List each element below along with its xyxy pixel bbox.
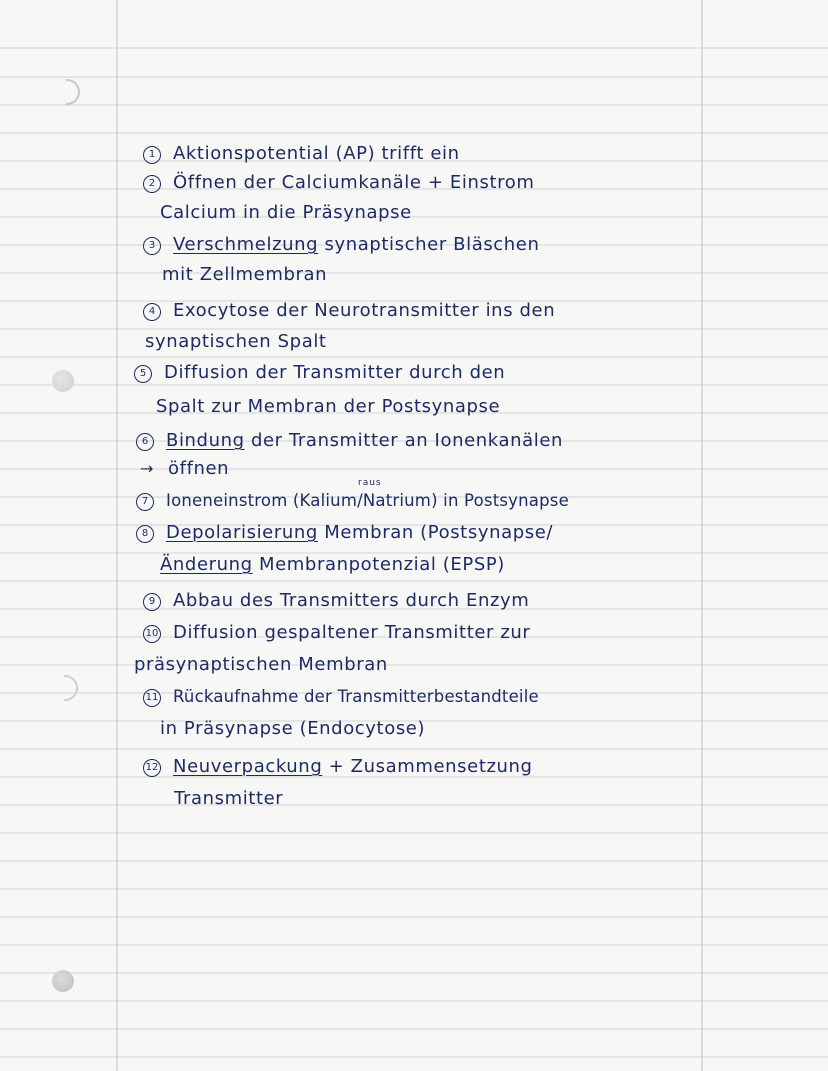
note-item-1 [143, 143, 460, 165]
note-text: Rückaufnahme der Transmitterbestandteile [173, 687, 539, 706]
note-text: Calcium in die Präsynapse [160, 202, 412, 223]
note-text-underlined: Bindung [166, 430, 245, 451]
note-item-5-cont [156, 396, 500, 418]
note-text: der Transmitter an Ionenkanälen [244, 430, 564, 451]
note-text: synaptischer Bläschen [318, 234, 540, 255]
note-text: in Präsynapse (Endocytose) [160, 718, 426, 739]
superscript-note: raus [358, 478, 382, 488]
note-item-4 [143, 300, 555, 322]
step-number-4: 4 [143, 303, 161, 321]
note-text: Aktionspotential (AP) trifft ein [173, 143, 460, 164]
note-text: präsynaptischen Membran [134, 654, 388, 675]
note-text: mit Zellmembran [162, 264, 328, 285]
note-text: Diffusion der Transmitter durch den [164, 362, 506, 383]
note-item-11 [143, 686, 539, 708]
step-number-12: 12 [143, 759, 161, 777]
note-text-underlined: Verschmelzung [173, 234, 319, 255]
note-text-underlined: Depolarisierung [166, 522, 318, 543]
note-item-7 [136, 490, 569, 512]
note-item-11-cont [160, 718, 425, 740]
note-item-6-cont [140, 458, 229, 480]
step-number-7: 7 [136, 493, 154, 511]
note-item-2 [143, 172, 534, 194]
note-item-10 [143, 622, 530, 644]
step-number-10: 10 [143, 625, 161, 643]
note-item-8 [136, 522, 553, 544]
note-item-12-cont [174, 788, 283, 810]
note-item-5 [134, 362, 505, 384]
step-number-1: 1 [143, 146, 161, 164]
step-number-2: 2 [143, 175, 161, 193]
step-number-11: 11 [143, 689, 161, 707]
note-item-3 [143, 234, 540, 256]
note-text: + Zusammensetzung [322, 756, 533, 777]
note-text: Membran (Postsynapse/ [317, 522, 554, 543]
note-text-underlined: Änderung [160, 554, 253, 575]
note-item-4-cont [145, 331, 327, 353]
note-text: Ioneneinstrom (Kalium/Natrium) in Postsynapse [166, 491, 569, 510]
note-item-10-cont [134, 654, 388, 676]
note-text: Spalt zur Membran der Postsynapse [156, 396, 501, 417]
step-number-5: 5 [134, 365, 152, 383]
note-text: synaptischen Spalt [145, 331, 327, 352]
note-item-8-cont [160, 554, 505, 576]
step-number-8: 8 [136, 525, 154, 543]
note-text: öffnen [168, 458, 230, 479]
note-text: Abbau des Transmitters durch Enzym [173, 590, 530, 611]
note-text: Membranpotenzial (EPSP) [252, 554, 505, 575]
note-text: Transmitter [174, 788, 284, 809]
note-text: Öffnen der Calciumkanäle + Einstrom [173, 172, 535, 193]
step-number-6: 6 [136, 433, 154, 451]
note-text: Exocytose der Neurotransmitter ins den [173, 300, 556, 321]
note-item-12 [143, 756, 533, 778]
note-item-9 [143, 590, 529, 612]
note-text-underlined: Neuverpackung [173, 756, 323, 777]
note-item-2-cont [160, 202, 412, 224]
step-number-3: 3 [143, 237, 161, 255]
note-item-6 [136, 430, 563, 452]
arrow-icon: → [140, 459, 155, 478]
note-text: Diffusion gespaltener Transmitter zur [173, 622, 531, 643]
note-item-3-cont [162, 264, 327, 286]
step-number-9: 9 [143, 593, 161, 611]
